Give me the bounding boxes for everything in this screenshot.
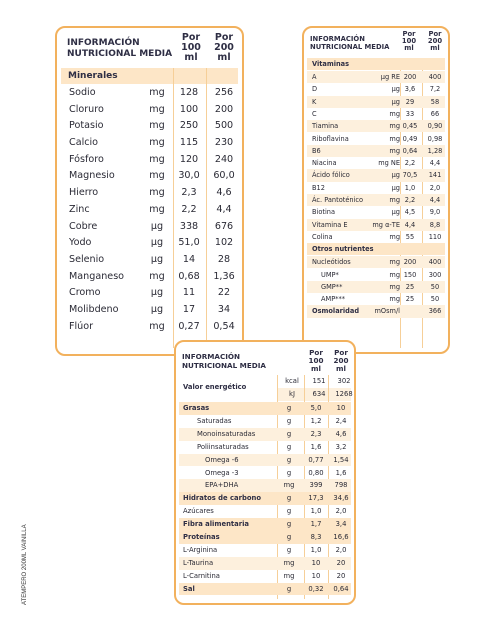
row-label: B12: [312, 183, 325, 192]
row-unit: mg: [149, 103, 165, 115]
row-label: Grasas: [183, 404, 210, 412]
row-value-200ml: 16,6: [333, 533, 349, 541]
row-label: Vitamina E: [312, 220, 348, 229]
row-value-100ml: 25: [405, 282, 415, 291]
row-value-200ml: 60,0: [213, 170, 235, 182]
row-value-200ml: 2,0: [335, 545, 347, 554]
row-value-200ml: 50: [430, 282, 440, 291]
table-row: [307, 206, 445, 218]
table-row: [179, 441, 351, 454]
row-value-100ml: 0,49: [402, 134, 418, 143]
row-value-100ml: 30,0: [178, 170, 200, 182]
row-label: A: [312, 73, 317, 81]
row-value-200ml: 50: [430, 295, 440, 304]
row-value-100ml: 200: [403, 258, 417, 267]
row-value-100ml: 25: [405, 295, 415, 304]
row-value-200ml: 58: [430, 97, 440, 106]
row-label: GMP**: [321, 282, 343, 291]
col-header-100ml: Por 100 ml: [401, 30, 417, 52]
card-title: INFORMACIÓN NUTRICIONAL MEDIA: [182, 352, 266, 370]
table-row: [57, 219, 242, 236]
col-header-200ml: Por 200 ml: [427, 30, 443, 52]
table-row: [307, 120, 445, 132]
row-value-200ml: 141: [428, 171, 442, 180]
row-value-200ml: 1268: [335, 390, 353, 398]
table-row: [179, 505, 351, 518]
row-value-100ml: 250: [179, 120, 199, 132]
table-row: [179, 428, 351, 441]
row-value-100ml: 2,2: [181, 203, 197, 215]
row-value-100ml: 3,6: [404, 85, 416, 94]
table-row: [57, 285, 242, 302]
row-unit: mg: [149, 270, 165, 282]
row-unit: µg: [150, 220, 164, 232]
row-value-100ml: 11: [182, 287, 196, 299]
row-unit: mg: [283, 481, 295, 490]
row-label: Osmolaridad: [312, 307, 360, 316]
row-value-100ml: 4,4: [404, 220, 416, 229]
table-row: [179, 402, 351, 415]
table-row: [307, 133, 445, 145]
row-value-100ml: 1,7: [310, 520, 322, 529]
row-value-100ml: 2,3: [181, 187, 197, 199]
section-header-vitaminas: Vitaminas: [307, 58, 445, 70]
table-row: [179, 570, 351, 583]
row-value-200ml: 1,28: [427, 146, 443, 155]
card-title: INFORMACIÓN NUTRICIONAL MEDIA: [67, 38, 173, 59]
row-unit: mg: [149, 87, 165, 98]
row-label: Monoinsaturadas: [197, 429, 256, 438]
row-label: B6: [312, 146, 321, 155]
table-row: [179, 492, 351, 505]
row-unit: g: [286, 468, 292, 477]
row-value-100ml: 0,45: [402, 122, 418, 131]
row-value-200ml: 0,54: [213, 320, 235, 332]
row-unit: mg: [149, 320, 165, 332]
table-row: [57, 118, 242, 135]
row-unit: g: [286, 520, 292, 529]
row-value-100ml: 70,5: [402, 171, 418, 180]
row-label: Sodio: [69, 87, 96, 98]
row-unit: g: [286, 545, 292, 554]
row-value-100ml: 1,6: [310, 442, 322, 451]
table-row: [57, 135, 242, 152]
table-row: [307, 293, 445, 305]
row-label: Selenio: [69, 253, 105, 265]
table-row: [307, 96, 445, 108]
row-label: L-Arginina: [183, 545, 218, 554]
table-row: [307, 281, 445, 293]
row-label: Saturadas: [197, 416, 232, 425]
row-label: Cobre: [69, 220, 98, 232]
row-value-100ml: 2,2: [404, 196, 416, 204]
table-row: [307, 219, 445, 231]
row-label: D: [312, 85, 318, 94]
row-value-100ml: 0,27: [178, 320, 200, 332]
col-header-200ml: Por 200 ml: [214, 32, 234, 63]
section-header-otros-nutrientes: Otros nutrientes: [307, 243, 445, 255]
row-value-100ml: 55: [405, 232, 415, 241]
row-unit: mg NE: [378, 159, 400, 168]
row-unit: mg: [283, 571, 295, 580]
table-row: [179, 479, 351, 492]
row-value-200ml: 20: [336, 558, 346, 567]
row-value-200ml: 676: [214, 220, 234, 232]
row-unit: µg: [150, 303, 164, 315]
row-unit: µg: [150, 287, 164, 299]
row-unit: g: [286, 507, 292, 516]
row-value-200ml: 2,4: [335, 416, 347, 425]
row-label: Omega -3: [205, 468, 239, 477]
table-row: [179, 415, 351, 428]
row-unit: kJ: [289, 390, 295, 398]
col-header-100ml: Por 100 ml: [181, 32, 201, 63]
vitaminas-card: [302, 26, 450, 354]
row-value-200ml: 4,4: [429, 159, 441, 168]
row-unit: g: [286, 404, 292, 412]
row-value-100ml: 5,0: [310, 404, 322, 412]
row-label: Colina: [312, 232, 333, 241]
row-label: Manganeso: [69, 270, 125, 282]
row-value-200ml: 230: [214, 137, 234, 149]
row-unit: g: [286, 416, 292, 425]
row-value-100ml: 51,0: [178, 237, 200, 249]
section-header-minerales: Minerales: [61, 68, 238, 84]
row-value-100ml: 2,3: [310, 429, 322, 438]
row-value-200ml: 4,6: [216, 187, 232, 199]
row-value-100ml: 0,68: [178, 270, 200, 282]
table-row: [57, 235, 242, 252]
table-row: [57, 252, 242, 269]
row-unit: g: [286, 455, 292, 464]
row-unit: mg: [389, 232, 400, 241]
table-row: [57, 102, 242, 119]
row-label: Fósforo: [69, 153, 104, 165]
row-label: Nucleótidos: [312, 258, 351, 267]
row-label: Flúor: [69, 320, 94, 332]
row-value-200ml: 400: [428, 73, 442, 81]
row-value-100ml: 0,80: [308, 468, 324, 477]
row-value-100ml: 200: [403, 73, 417, 81]
row-unit: mg: [389, 122, 400, 131]
table-row: [307, 169, 445, 181]
row-unit: mg: [283, 558, 295, 567]
row-value-100ml: 1,0: [404, 183, 416, 192]
row-value-200ml: 2,0: [335, 507, 347, 516]
row-label: Hidratos de carbono: [183, 494, 262, 503]
row-value-200ml: 34,6: [333, 494, 349, 503]
row-unit: µg: [391, 97, 400, 106]
table-row: [179, 544, 351, 557]
table-row: [57, 302, 242, 319]
row-unit: mg: [389, 134, 400, 143]
row-label: Cromo: [69, 287, 101, 299]
row-value-200ml: 240: [214, 153, 234, 165]
row-value-200ml: 500: [214, 120, 234, 132]
row-value-200ml: 10: [336, 404, 346, 412]
row-value-100ml: 338: [179, 220, 199, 232]
row-label: Zinc: [69, 203, 90, 215]
row-value-200ml: 7,2: [429, 85, 441, 94]
row-label: Hierro: [69, 187, 99, 199]
table-row: [307, 182, 445, 194]
table-row: [57, 269, 242, 286]
row-label: Potasio: [69, 120, 104, 132]
row-unit: µg: [391, 208, 400, 217]
row-label: L-Carnitina: [183, 571, 220, 580]
minerales-card: [55, 26, 244, 356]
row-value-100ml: 128: [179, 87, 199, 98]
row-label: Niacina: [312, 159, 337, 168]
table-row: [307, 71, 445, 83]
table-row: [179, 557, 351, 570]
row-label: Poliinsaturadas: [197, 442, 249, 451]
row-value-200ml: 20: [336, 571, 346, 580]
row-value-200ml: 300: [428, 270, 442, 279]
row-value-200ml: 2,0: [429, 183, 441, 192]
row-value-200ml: 3,4: [335, 520, 347, 529]
table-row: [307, 269, 445, 281]
row-label: Sal: [183, 584, 195, 593]
row-value-100ml: 33: [405, 109, 415, 118]
row-unit: µg: [391, 85, 400, 94]
row-unit: mg: [149, 120, 165, 132]
card-title: INFORMACIÓN NUTRICIONAL MEDIA: [310, 35, 390, 51]
table-row: [57, 202, 242, 219]
table-row: [307, 256, 445, 268]
row-unit: mg: [389, 282, 400, 291]
row-value-200ml: 1,36: [213, 270, 235, 282]
row-label: Magnesio: [69, 170, 115, 182]
table-row: [307, 83, 445, 95]
row-unit: mg: [149, 187, 165, 199]
row-value-200ml: 102: [214, 237, 234, 249]
row-unit: mg: [389, 270, 400, 279]
row-unit: µg: [150, 253, 164, 265]
row-label: Tiamina: [312, 122, 339, 131]
row-label: K: [312, 97, 317, 106]
table-row: [179, 467, 351, 480]
row-value-200ml: 302: [337, 377, 351, 385]
row-value-200ml: 110: [428, 232, 442, 241]
row-label: Fibra alimentaria: [183, 520, 250, 529]
row-unit: g: [286, 494, 292, 503]
row-value-200ml: 1,6: [335, 468, 347, 477]
row-label: Cloruro: [69, 103, 104, 115]
row-unit: mg: [149, 203, 165, 215]
row-value-200ml: 366: [428, 307, 442, 316]
row-unit: mg α-TE: [372, 220, 400, 229]
row-value-100ml: 120: [179, 153, 199, 165]
energy-kj-row: [277, 388, 351, 401]
row-unit: mg: [389, 258, 400, 267]
row-label: L-Taurina: [183, 558, 214, 567]
row-unit: µg RE: [380, 73, 400, 81]
row-value-100ml: 151: [312, 377, 326, 385]
row-value-100ml: 399: [309, 481, 323, 490]
table-row: [179, 518, 351, 531]
table-row: [57, 319, 242, 336]
row-value-100ml: 10: [311, 558, 321, 567]
row-value-200ml: 28: [217, 253, 231, 265]
row-value-100ml: 8,3: [310, 533, 322, 541]
row-value-100ml: 150: [403, 270, 417, 279]
row-label: Omega -6: [205, 455, 239, 464]
nutricional-card: [174, 340, 356, 605]
row-value-100ml: 634: [312, 390, 326, 398]
row-unit: mg: [149, 153, 165, 165]
row-value-100ml: 17: [182, 303, 196, 315]
row-unit: mg: [149, 170, 165, 182]
table-row: [57, 152, 242, 169]
row-value-100ml: 115: [179, 137, 199, 149]
table-row: [307, 305, 445, 317]
row-value-100ml: 17,3: [308, 494, 324, 503]
row-value-200ml: 3,2: [335, 442, 347, 451]
energy-label: Valor energético: [183, 383, 247, 391]
row-value-100ml: 1,0: [310, 507, 322, 516]
row-value-200ml: 9,0: [429, 208, 441, 217]
row-value-100ml: 100: [179, 103, 199, 115]
row-unit: µg: [150, 237, 164, 249]
table-row: [307, 157, 445, 169]
row-label: Riboflavina: [312, 134, 349, 143]
minerales-table: [57, 85, 242, 335]
row-value-200ml: 0,64: [333, 584, 349, 593]
table-row: [57, 168, 242, 185]
row-value-100ml: 1,2: [310, 416, 322, 425]
row-value-200ml: 400: [428, 258, 442, 267]
row-value-200ml: 256: [214, 87, 234, 98]
row-value-200ml: 4,6: [335, 429, 347, 438]
row-value-200ml: 200: [214, 103, 234, 115]
energy-value-row: [179, 375, 351, 401]
table-row: [179, 531, 351, 544]
row-unit: g: [286, 584, 292, 593]
row-unit: mg: [389, 295, 400, 304]
col-header-100ml: Por 100 ml: [308, 348, 324, 373]
row-value-100ml: 14: [182, 253, 196, 265]
row-value-200ml: 798: [334, 481, 348, 490]
row-value-200ml: 34: [217, 303, 231, 315]
row-value-100ml: 0,64: [402, 146, 418, 155]
row-unit: g: [286, 442, 292, 451]
row-value-100ml: 0,32: [308, 584, 324, 593]
row-label: EPA+DHA: [205, 481, 239, 490]
row-value-200ml: 66: [430, 109, 440, 118]
row-value-200ml: 4,4: [429, 196, 441, 204]
row-unit: mg: [389, 196, 400, 204]
row-unit: g: [286, 429, 292, 438]
row-label: C: [312, 109, 317, 118]
row-unit: mg: [149, 137, 165, 149]
table-row: [57, 85, 242, 102]
row-label: Biotina: [312, 208, 336, 217]
row-label: Proteínas: [183, 533, 220, 541]
table-row: [307, 194, 445, 206]
row-label: Yodo: [69, 237, 92, 249]
row-unit: µg: [391, 171, 400, 180]
row-label: UMP*: [321, 270, 339, 279]
row-value-100ml: 29: [405, 97, 415, 106]
row-value-100ml: 0,77: [308, 455, 324, 464]
row-unit: mOsm/l: [374, 307, 400, 316]
product-side-label: ATEMPERO 200ML VAINILLA: [22, 524, 28, 605]
energy-kcal-row: [179, 375, 351, 388]
table-row: [179, 583, 351, 596]
row-unit: mg: [389, 109, 400, 118]
table-row: [179, 454, 351, 467]
row-value-200ml: 0,98: [427, 134, 443, 143]
row-unit: g: [286, 533, 292, 541]
row-label: Ácido fólico: [312, 171, 350, 180]
col-header-200ml: Por 200 ml: [333, 348, 349, 373]
row-label: AMP***: [321, 295, 346, 304]
row-value-100ml: 1,0: [310, 545, 322, 554]
row-value-200ml: 22: [217, 287, 231, 299]
row-label: Ác. Pantoténico: [312, 196, 364, 204]
row-value-100ml: 4,5: [404, 208, 416, 217]
row-value-200ml: 8,8: [429, 220, 441, 229]
table-row: [307, 231, 445, 243]
row-label: Azúcares: [183, 507, 214, 516]
row-value-100ml: 10: [311, 571, 321, 580]
row-value-200ml: 0,90: [427, 122, 443, 131]
row-unit: mg: [389, 146, 400, 155]
row-unit: µg: [391, 183, 400, 192]
table-row: [57, 185, 242, 202]
row-unit: kcal: [285, 377, 299, 385]
row-value-200ml: 1,54: [333, 455, 349, 464]
row-value-200ml: 4,4: [216, 203, 232, 215]
table-row: [307, 145, 445, 157]
row-value-100ml: 2,2: [404, 159, 416, 168]
row-label: Calcio: [69, 137, 99, 149]
table-row: [307, 108, 445, 120]
row-label: Molibdeno: [69, 303, 119, 315]
